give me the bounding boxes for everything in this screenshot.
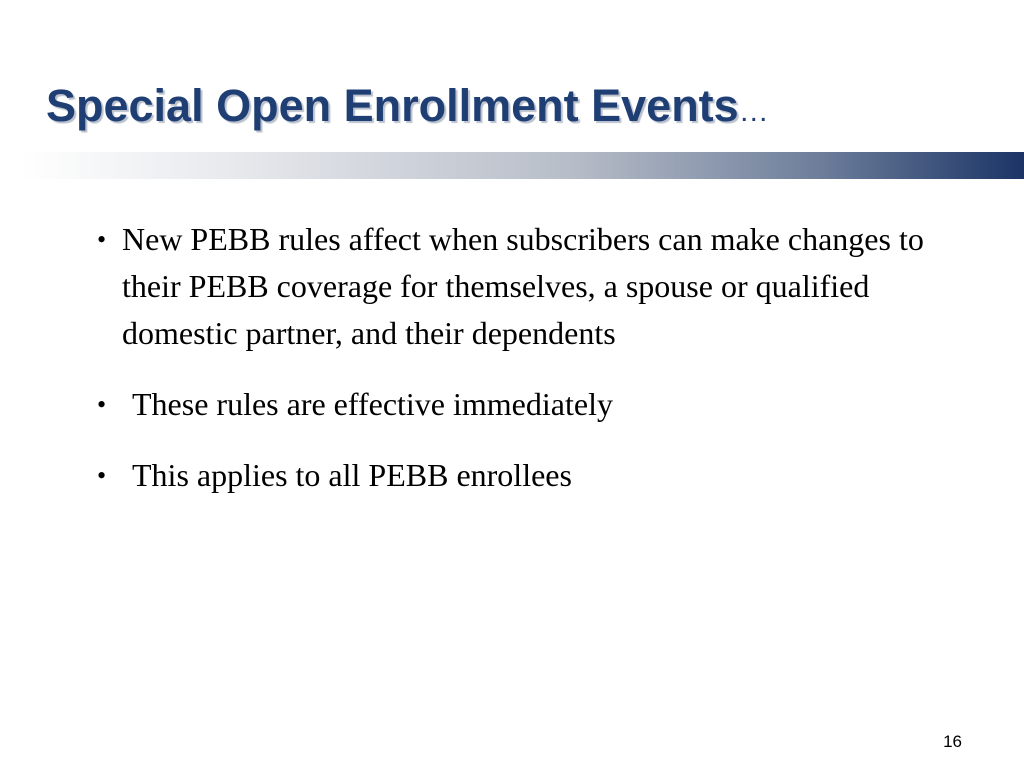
page-number: 16 — [943, 732, 962, 751]
bullet-icon: • — [97, 461, 107, 490]
bullet-item — [94, 381, 954, 428]
bullet-text: These rules are effective immediately — [132, 386, 613, 422]
bullet-icon: • — [97, 225, 107, 254]
bullet-item — [94, 216, 954, 357]
bullet-icon: • — [97, 390, 107, 419]
slide-title — [46, 78, 769, 140]
bullet-item — [94, 452, 954, 499]
bullet-text: This applies to all PEBB enrollees — [132, 457, 572, 493]
title-divider-bar — [20, 152, 1024, 179]
slide-title-ellipsis: … — [738, 95, 769, 128]
bullet-list — [94, 216, 954, 523]
bullet-text: New PEBB rules affect when subscribers can make changes to their PEBB coverage for themselves, a spouse or qualified domestic partner, and their dependents — [122, 221, 924, 351]
slide-title-text: Special Open Enrollment Events — [46, 80, 739, 131]
